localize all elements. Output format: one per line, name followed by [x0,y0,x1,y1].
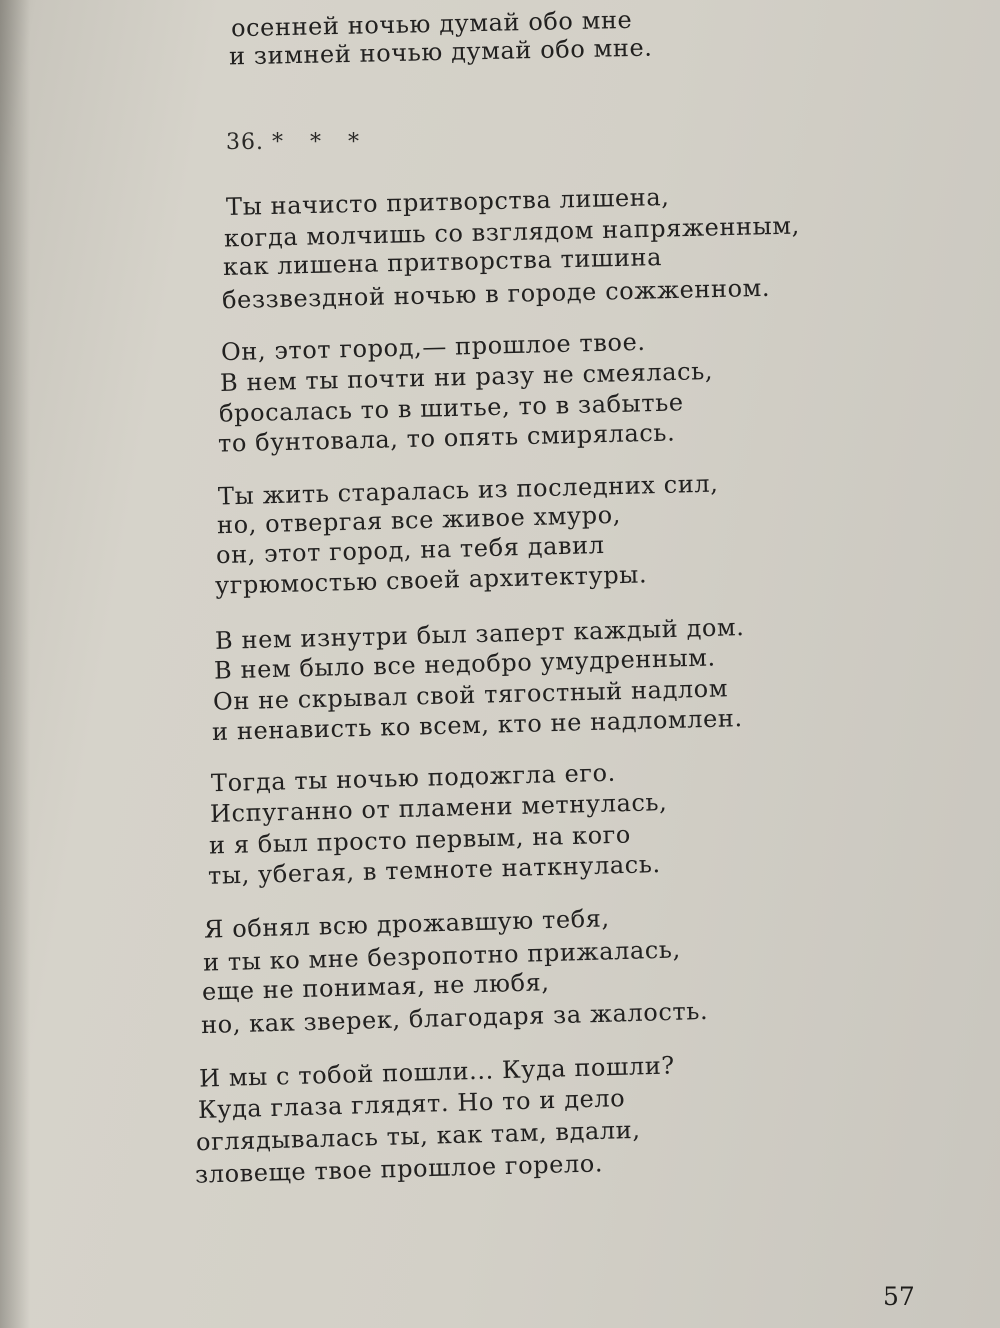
poem-line: беззвездной ночью в городе сожженном. [221,273,771,315]
poem-line: но, отвергая все живое хмуро, [216,500,622,540]
poem-line: угрюмостью своей архитектуры. [214,560,648,600]
poem-line: как лишена притворства тишина [222,243,663,281]
poem-heading [226,130,360,155]
top-line-2: и зимней ночью думай обо мне. [228,33,653,71]
poem-line: то бунтовала, то опять смирялась. [217,418,676,458]
poem-line: и ты ко мне безропотно прижалась, [202,935,682,977]
poem-line: ты, убегая, в темноте наткнулась. [207,850,662,890]
poem-line: он, этот город, на тебя давил [215,530,605,570]
poem-line: Куда глаза глядят. Но то и дело [197,1084,626,1124]
poem-line: оглядывалась ты, как там, вдали, [195,1115,641,1157]
poem-line: Он, этот город,— прошлое твое. [220,327,646,367]
poem-line: и я был просто первым, на кого [208,820,632,860]
page-number: 57 [883,1282,915,1311]
poem-line: еще не понимая, не любя, [201,968,550,1006]
poem-line: и ненависть ко всем, кто не надломлен. [211,704,743,746]
poem-line: Испуганно от пламени метнулась, [209,788,668,828]
spine-shadow [0,0,30,1328]
poem-line: зловеще твое прошлое горело. [194,1149,604,1189]
poem-line: но, как зверек, благодаря за жалость. [200,996,709,1040]
poem-line: Тогда ты ночью подожгла его. [210,758,617,798]
poem-line: И мы с тобой пошли... Куда пошли? [198,1051,676,1093]
poem-line: Ты начисто притворства лишена, [225,182,670,222]
poem-line: Я обнял всю дрожавшую тебя, [203,904,611,944]
poem-line: когда молчишь со взглядом напряженным, [223,211,801,253]
poem-number: 36. [226,130,264,155]
poem-line: Он не скрывал свой тягостный надлом [212,674,729,716]
poem-stars: * * * [272,130,360,155]
poem-line: В нем изнутри был заперт каждый дом. [214,613,745,655]
poem-line: В нем было все недобро умудренным. [213,643,717,685]
poem-line: бросалась то в шитье, то в забытье [218,388,684,428]
top-line-1: осенней ночью думай обо мне [230,5,633,43]
poem-line: Ты жить старалась из последних сил, [217,469,719,511]
poem-line: В нем ты почти ни разу не смеялась, [219,356,714,398]
